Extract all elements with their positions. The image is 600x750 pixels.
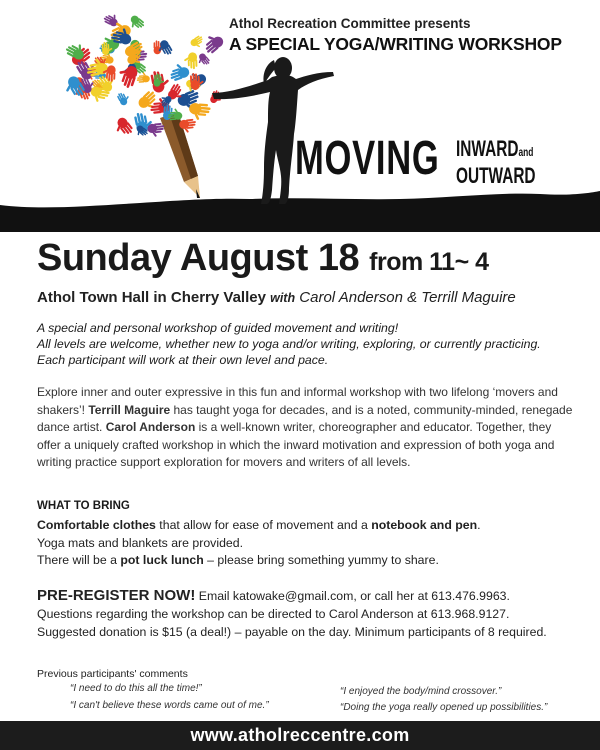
intro-block bbox=[37, 320, 577, 368]
event-time: from 11~ 4 bbox=[369, 248, 489, 276]
testimonial-quote: “I need to do this all the time!” bbox=[70, 683, 202, 694]
event-date-text: Sunday August 18 bbox=[37, 237, 360, 279]
presenter-names: Carol Anderson & Terrill Maguire bbox=[299, 289, 516, 306]
venue-with: with bbox=[270, 291, 296, 305]
title-inward-word: INWARD bbox=[456, 136, 519, 161]
presenter-line: Athol Recreation Committee presents bbox=[229, 16, 471, 31]
poster-header bbox=[0, 0, 600, 232]
registration-contact: Email katowake@gmail.com, or call her at 613.476.9963. bbox=[195, 589, 510, 603]
what-to-bring-list bbox=[37, 517, 577, 570]
hand-print-icon bbox=[112, 116, 135, 140]
intro-line: Each participant will work at their own level and pace. bbox=[37, 353, 329, 367]
description-part: is a well-known writer, choreographer and educator. Together, they offer a uniquely crafted workshop in which the inward motivation and expression of both yoga and writing practice support exploration for movers and writers of all levels. bbox=[37, 420, 555, 469]
event-date bbox=[37, 237, 489, 280]
bring-lunch-bold: pot luck lunch bbox=[120, 553, 204, 567]
intro-line: A special and personal workshop of guided movement and writing! bbox=[37, 321, 399, 335]
bring-mats: Yoga mats and blankets are provided. bbox=[37, 535, 243, 550]
bring-period: . bbox=[477, 518, 481, 532]
registration-donation: Suggested donation is $15 (a deal!) – payable on the day. Minimum participants of 8 required. bbox=[37, 625, 547, 639]
hand-print-icon bbox=[189, 34, 206, 50]
bring-lunch bbox=[37, 552, 577, 570]
what-to-bring-heading: WHAT TO BRING bbox=[37, 500, 130, 512]
testimonial-quote: “Doing the yoga really opened up possibilities.” bbox=[340, 702, 548, 713]
carol-name: Carol Anderson bbox=[105, 420, 196, 434]
hand-print-tree-icon bbox=[61, 11, 225, 140]
registration-questions: Questions regarding the workshop can be directed to Carol Anderson at 613.968.9127. bbox=[37, 607, 510, 621]
bring-notebook-bold: notebook and pen bbox=[371, 518, 478, 532]
hand-print-icon bbox=[195, 52, 211, 68]
registration-line bbox=[37, 587, 597, 605]
bring-lunch-pre: There will be a bbox=[37, 553, 121, 567]
title-outward: OUTWARD bbox=[456, 163, 536, 188]
hand-print-icon bbox=[188, 103, 211, 122]
testimonial-quote: “I enjoyed the body/mind crossover.” bbox=[340, 686, 502, 697]
bring-lunch-rest: – please bring something yummy to share. bbox=[203, 553, 439, 567]
terrill-name: Terrill Maguire bbox=[88, 402, 171, 417]
hand-print-icon bbox=[136, 72, 150, 83]
testimonial-quote: “I can't believe these words came out of me.” bbox=[70, 700, 269, 711]
event-venue bbox=[37, 289, 516, 306]
bring-clothes bbox=[37, 517, 577, 535]
comments-heading: Previous participants' comments bbox=[37, 668, 188, 680]
website-link[interactable]: www.atholreccentre.com bbox=[190, 725, 410, 745]
title-moving: MOVING bbox=[295, 132, 440, 185]
hand-print-icon bbox=[200, 30, 226, 55]
bring-clothes-rest: that allow for ease of movement and a bbox=[155, 518, 372, 532]
title-inward bbox=[456, 137, 533, 164]
hand-print-icon bbox=[167, 61, 191, 82]
preregister-headline: PRE-REGISTER NOW! bbox=[37, 587, 196, 604]
footer-bar bbox=[0, 721, 600, 750]
venue-name: Athol Town Hall in Cherry Valley bbox=[37, 289, 266, 306]
hand-print-icon bbox=[147, 123, 165, 138]
hand-print-icon bbox=[116, 90, 131, 107]
bring-clothes-bold: Comfortable clothes bbox=[37, 518, 156, 532]
registration-block bbox=[37, 587, 597, 641]
description-paragraph bbox=[37, 384, 577, 472]
title-and: and bbox=[518, 145, 534, 159]
intro-line: All levels are welcome, whether new to yoga and/or writing, exploring, or currently practicing. bbox=[37, 337, 541, 351]
hand-print-icon bbox=[184, 52, 198, 69]
description-part: Explore inner and outer expressive in this fun and informal workshop with two lifelong ‘movers and shakers’! bbox=[37, 385, 558, 417]
description-part: has taught yoga for decades, and is a noted, community-minded, renegade dance artist. bbox=[37, 402, 573, 434]
landscape-silhouette bbox=[0, 191, 600, 232]
hand-print-icon bbox=[61, 74, 87, 101]
workshop-subtitle: A SPECIAL YOGA/WRITING WORKSHOP bbox=[229, 34, 562, 54]
